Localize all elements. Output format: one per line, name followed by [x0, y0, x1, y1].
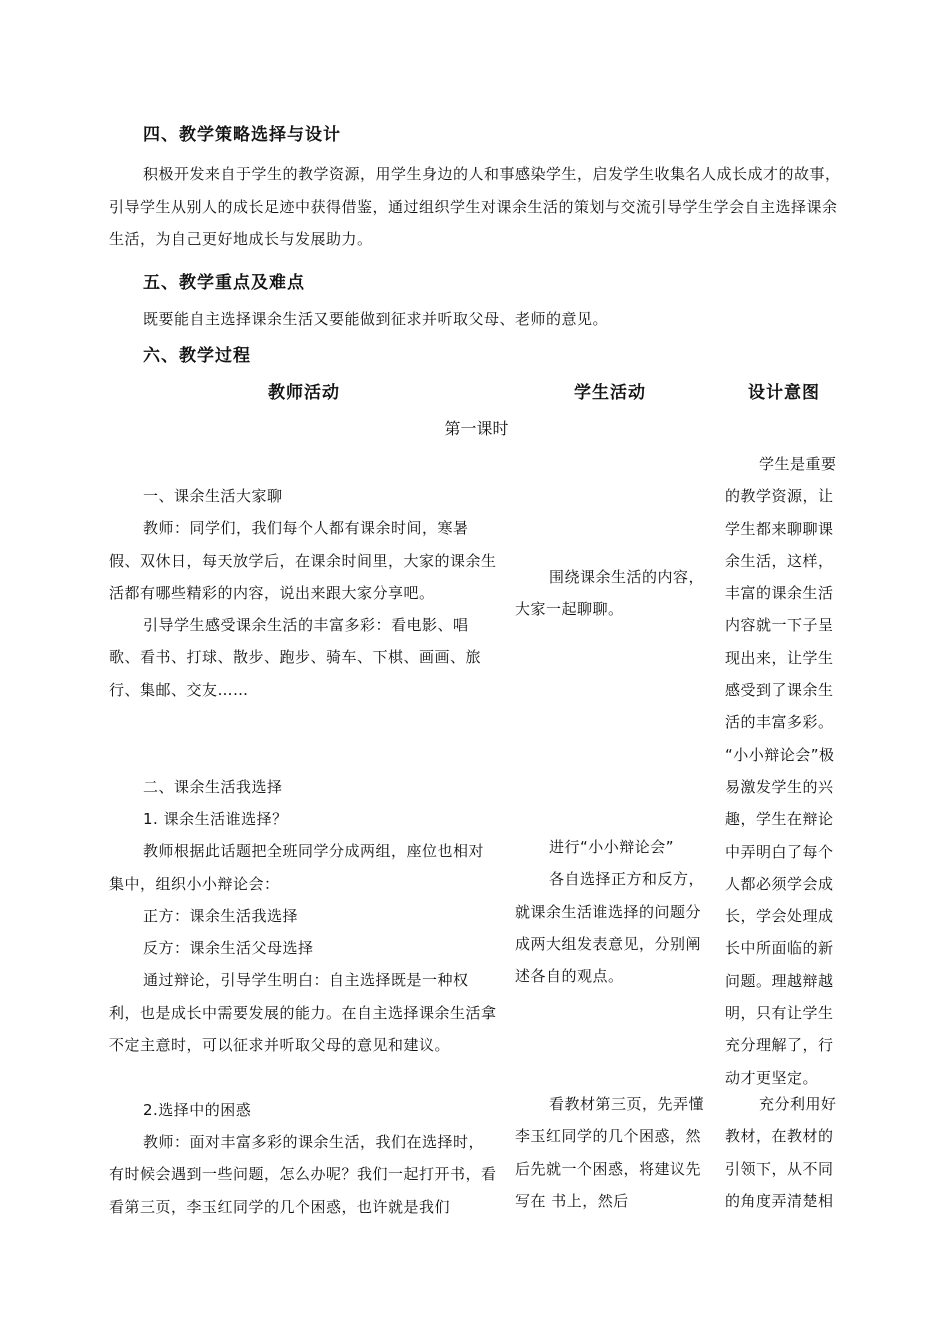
- student-activity-block: [515, 1088, 705, 1217]
- student-activity-block: [515, 831, 705, 992]
- teacher-item: 引导学生感受课余生活的丰富多彩：看电影、唱歌、看书、打球、散步、跑步、骑车、下棋、画画、旅行、集邮、交友……: [109, 616, 482, 699]
- teacher-activity-column: [109, 480, 499, 1223]
- teacher-item: 一、课余生活大家聊: [143, 487, 283, 505]
- section-4-paragraph: 积极开发来自于学生的教学资源，用学生身边的人和事感染学生，启发学生收集名人成长成才的故事，引导学生从别人的成长足迹中获得借鉴，通过组织学生对课余生活的策划与交流引导学生学会自主选择课余生活，为自己更好地成长与发展助力。: [109, 165, 841, 248]
- section-5-body: 既要能自主选择课余生活又要能做到征求并听取父母、老师的意见。: [143, 310, 609, 328]
- section-5-heading: 五、教学重点及难点: [143, 273, 305, 293]
- teacher-item: 二、课余生活我选择: [143, 777, 283, 796]
- spacer: [109, 706, 499, 738]
- teacher-item: 教师根据此话题把全班同学分成两组，座位也相对集中，组织小小辩论会：: [109, 842, 485, 893]
- design-intent-block: [725, 448, 843, 1094]
- lesson-title: 第一课时: [444, 419, 509, 438]
- header-design-intent: 设计意图: [748, 383, 820, 403]
- section-4-heading: 四、教学策略选择与设计: [143, 125, 341, 145]
- design-intent-block: [725, 1088, 843, 1217]
- teacher-item: 教师：面对丰富多彩的课余生活，我们在选择时，有时候会遇到一些问题，怎么办呢？我们一起打开书，看看第三页，李玉红同学的几个困惑，也许就是我们: [109, 1132, 497, 1216]
- spacer: [109, 738, 499, 770]
- teacher-item: 通过辩论，引导学生明白：自主选择既是一种权利，也是成长中需要发展的能力。在自主选择课余生活拿不定主意时，可以征求并听取父母的意见和建议。: [109, 971, 497, 1055]
- student-item: 看教材第三页，先弄懂李玉红同学的几个困惑，然后先就一个困惑，将建议先写在 书上，然后: [515, 1095, 705, 1210]
- student-item: 各自选择正方和反方，就课余生活谁选择的问题分成两大组发表意见，分别阐述各自的观点。: [515, 870, 705, 986]
- header-student-activity: 学生活动: [574, 383, 646, 403]
- student-item: 进行“小小辩论会”: [549, 838, 675, 856]
- design-item: “小小辩论会”极易激发学生的兴趣，学生在辩论中弄明白了每个人都必须学会成长，学会处理成长中所面临的新问题。理越辩越明，只有让学生充分理解了，行动才更坚定。: [725, 745, 835, 1087]
- section-4-body: [109, 158, 844, 256]
- design-item: 学生是重要的教学资源，让学生都来聊聊课余生活，这样，丰富的课余生活内容就一下子呈现出来，让学生感受到了课余生活的丰富多彩。: [725, 455, 837, 732]
- teacher-item: 教师：同学们，我们每个人都有课余时间，寒暑假、双休日，每天放学后，在课余时间里，大家的课余生活都有哪些精彩的内容，说出来跟大家分享吧。: [109, 519, 497, 602]
- teacher-item: 反方：课余生活父母选择: [143, 939, 314, 958]
- teacher-item: 正方：课余生活我选择: [143, 906, 299, 925]
- section-6-heading: 六、教学过程: [143, 346, 251, 366]
- student-item: 围绕课余生活的内容，大家一起聊聊。: [515, 568, 705, 619]
- teacher-item: 1. 课余生活谁选择？: [143, 809, 288, 828]
- header-teacher-activity: 教师活动: [268, 383, 340, 403]
- design-item: 充分利用好教材，在教材的引领下，从不同的角度弄清楚相: [725, 1095, 837, 1210]
- spacer: [109, 1061, 499, 1093]
- teacher-item: 2.选择中的困惑: [143, 1100, 252, 1119]
- student-activity-block: [515, 561, 705, 626]
